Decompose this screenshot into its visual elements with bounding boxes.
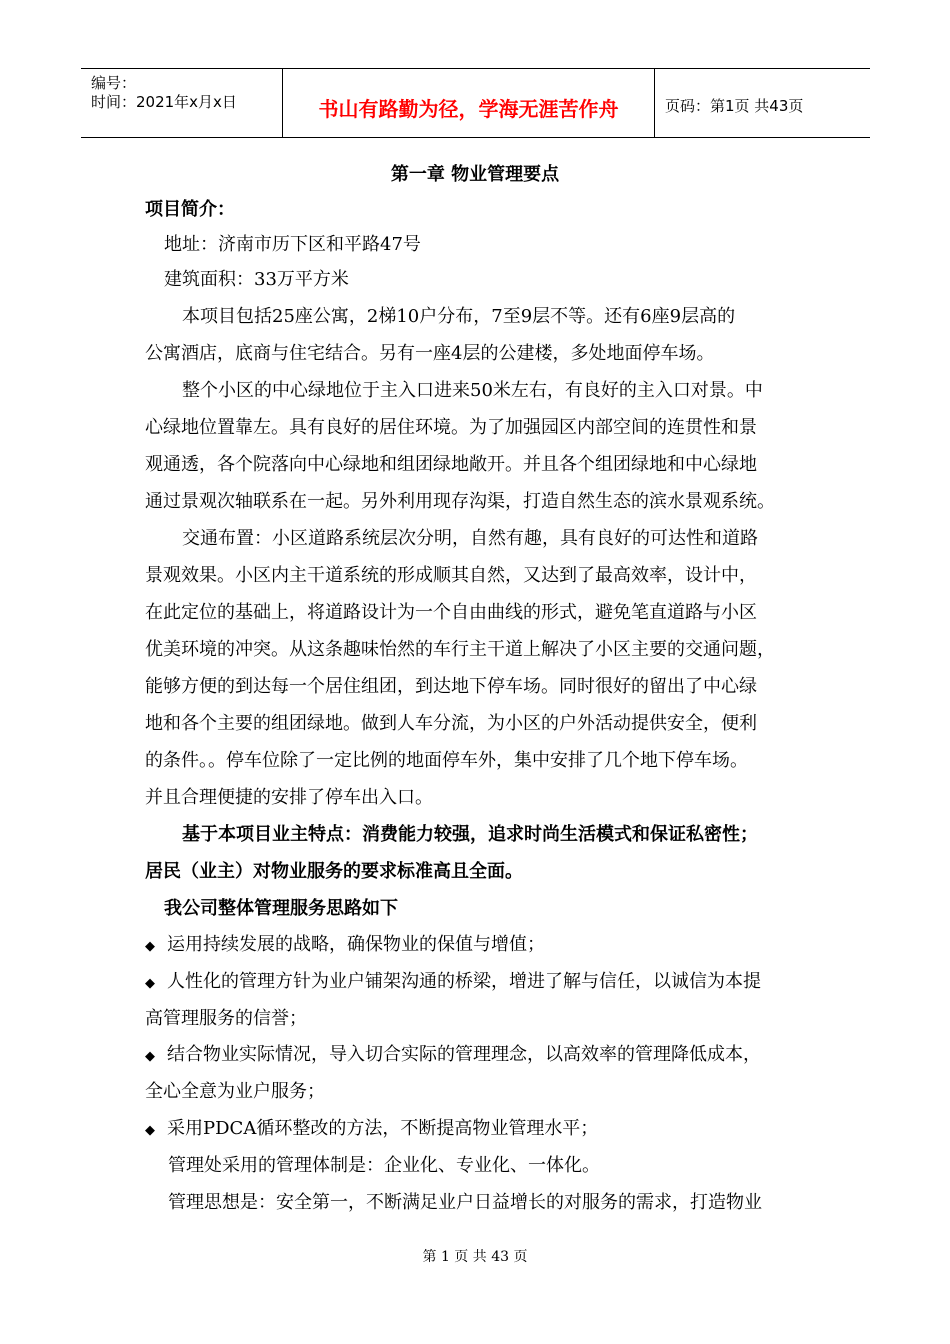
chapter-title: 第一章 物业管理要点 xyxy=(390,164,560,185)
header-motto: 书山有路勤为径，学海无涯苦作舟 xyxy=(318,97,619,121)
paragraph-line: 观通透，各个院落向中心绿地和组团绿地敞开。并且各个组团绿地和中心绿地 xyxy=(145,454,757,475)
paragraph-line: 交通布置：小区道路系统层次分明，自然有趣，具有良好的可达性和道路 xyxy=(182,528,758,549)
paragraph-line: 并且合理便捷的安排了停车出入口。 xyxy=(145,787,433,808)
bullet-text: 结合物业实际情况，导入切合实际的管理理念，以高效率的管理降低成本， xyxy=(167,1044,761,1065)
paragraph-line: 地和各个主要的组团绿地。做到人车分流，为小区的户外活动提供安全，便利 xyxy=(145,713,757,734)
area-line: 建筑面积：33万平方米 xyxy=(164,269,349,290)
emphasis-line: 基于本项目业主特点：消费能力较强，追求时尚生活模式和保证私密性； xyxy=(182,824,758,845)
paragraph-line: 心绿地位置靠左。具有良好的居住环境。为了加强园区内部空间的连贯性和景 xyxy=(145,417,757,438)
bullet-continuation: 全心全意为业户服务； xyxy=(145,1081,325,1102)
bullet-text: 运用持续发展的战略，确保物业的保值与增值； xyxy=(167,934,545,955)
bullet-item xyxy=(145,933,545,959)
diamond-bullet-icon: ◆ xyxy=(145,976,155,991)
paragraph-line: 公寓酒店，底商与住宅结合。另有一座4层的公建楼，多处地面停车场。 xyxy=(145,343,715,364)
paragraph-line: 优美环境的冲突。从这条趣味怡然的车行主干道上解决了小区主要的交通问题， xyxy=(145,639,775,660)
bullet-item xyxy=(145,1117,598,1143)
paragraph-line: 管理处采用的管理体制是：企业化、专业化、一体化。 xyxy=(168,1155,600,1176)
header-left-cell xyxy=(81,69,282,137)
bullet-continuation: 高管理服务的信誉； xyxy=(145,1008,307,1029)
header-motto-cell xyxy=(282,69,655,137)
bullet-text: 采用PDCA循环整改的方法，不断提高物业管理水平； xyxy=(167,1118,599,1139)
subsection-heading: 我公司整体管理服务思路如下 xyxy=(164,898,398,919)
number-label: 编号： xyxy=(91,74,137,92)
bullet-item xyxy=(145,1043,761,1069)
paragraph-line: 能够方便的到达每一个居住组团，到达地下停车场。同时很好的留出了中心绿 xyxy=(145,676,757,697)
paragraph-line: 在此定位的基础上，将道路设计为一个自由曲线的形式，避免笔直道路与小区 xyxy=(145,602,757,623)
header-right-cell xyxy=(655,69,870,137)
diamond-bullet-icon: ◆ xyxy=(145,1123,155,1138)
emphasis-line: 居民（业主）对物业服务的要求标准高且全面。 xyxy=(145,861,523,882)
section-heading: 项目简介： xyxy=(145,199,235,220)
paragraph-line: 的条件。。停车位除了一定比例的地面停车外，集中安排了几个地下停车场。 xyxy=(145,750,748,771)
date-label: 时间：2021年x月x日 xyxy=(91,93,237,111)
paragraph-line: 整个小区的中心绿地位于主入口进来50米左右，有良好的主入口对景。中 xyxy=(182,380,763,401)
paragraph-line: 通过景观次轴联系在一起。另外利用现存沟渠，打造自然生态的滨水景观系统。 xyxy=(145,491,775,512)
page-info: 页码：第1页 共43页 xyxy=(665,97,804,115)
paragraph-line: 本项目包括25座公寓，2梯10户分布，7至9层不等。还有6座9层高的 xyxy=(182,306,736,327)
bullet-text: 人性化的管理方针为业户铺架沟通的桥梁，增进了解与信任，以诚信为本提 xyxy=(167,971,761,992)
address-line: 地址：济南市历下区和平路47号 xyxy=(164,234,421,255)
paragraph-line: 管理思想是：安全第一，不断满足业户日益增长的对服务的需求，打造物业 xyxy=(168,1192,762,1213)
diamond-bullet-icon: ◆ xyxy=(145,939,155,954)
page-footer: 第 1 页 共 43 页 xyxy=(422,1249,528,1265)
paragraph-line: 景观效果。小区内主干道系统的形成顺其自然，又达到了最高效率，设计中， xyxy=(145,565,757,586)
diamond-bullet-icon: ◆ xyxy=(145,1049,155,1064)
bullet-item xyxy=(145,970,761,996)
document-header xyxy=(81,68,870,138)
